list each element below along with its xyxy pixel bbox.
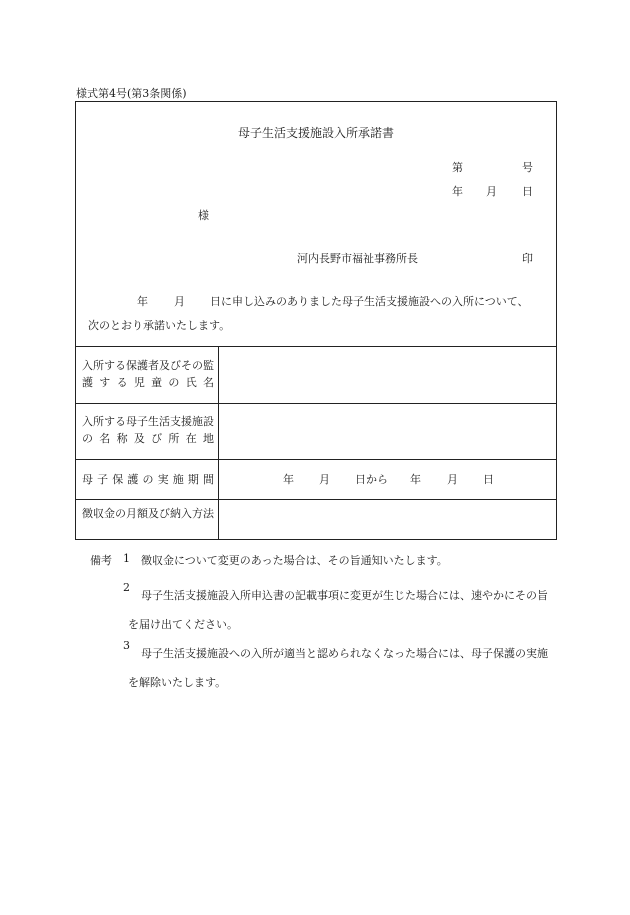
table-row-label-guardian	[82, 357, 214, 391]
approval-form-frame	[75, 101, 557, 540]
period-day-from: 日から	[355, 473, 388, 486]
table-row-rule-1	[76, 403, 556, 404]
period-day-2: 日	[483, 473, 494, 486]
note-2-number: 2	[123, 581, 130, 594]
row-label-text: 母子保護の実施期間	[82, 473, 214, 486]
issuer-name: 河内長野市福祉事務所長	[297, 252, 418, 265]
seal-mark: 印	[522, 252, 533, 265]
period-year-2: 年	[410, 473, 421, 486]
row-label-text: 入所する母子生活支援施設の名称及び所在地	[82, 415, 214, 445]
date-year: 年	[452, 185, 463, 198]
notes-heading: 備考	[90, 554, 112, 567]
document-title: 母子生活支援施設入所承諾書	[237, 126, 394, 140]
date-month: 月	[486, 185, 497, 198]
table-top-rule	[76, 346, 556, 347]
note-1-number: 1	[123, 552, 130, 565]
table-row-rule-2	[76, 459, 556, 460]
row-label-text: 入所する保護者及びその監護する児童の氏名	[82, 359, 214, 389]
note-3-text: 母子生活支援施設への入所が適当と認められなくなった場合には、母子保護の実施を解除いたします。	[128, 647, 548, 689]
period-month-2: 月	[447, 473, 458, 486]
table-column-divider	[218, 346, 219, 539]
note-2-text: 母子生活支援施設入所申込書の記載事項に変更が生じた場合には、速やかにその旨を届け出てください。	[128, 589, 548, 631]
body-line2: 次のとおり承諾いたします。	[88, 319, 231, 332]
row-label-text: 徴収金の月額及び納入方法	[82, 507, 214, 520]
form-number-label: 様式第4号(第3条関係)	[76, 87, 187, 100]
body-year: 年	[137, 295, 148, 308]
number-dai: 第	[452, 161, 463, 174]
note-3-number: 3	[123, 639, 130, 652]
table-row-label-facility	[82, 413, 214, 447]
date-day: 日	[522, 185, 533, 198]
table-row-label-period	[82, 471, 214, 488]
body-month: 月	[174, 295, 185, 308]
addressee-sama: 様	[198, 209, 209, 222]
period-month-1: 月	[319, 473, 330, 486]
period-year-1: 年	[283, 473, 294, 486]
number-go: 号	[522, 161, 533, 174]
body-line1: 日に申し込みのありました母子生活支援施設への入所について、	[210, 295, 529, 308]
note-1-text: 徴収金について変更のあった場合は、その旨通知いたします。	[141, 554, 448, 567]
table-row-rule-3	[76, 499, 556, 500]
table-row-label-fee	[82, 505, 214, 522]
